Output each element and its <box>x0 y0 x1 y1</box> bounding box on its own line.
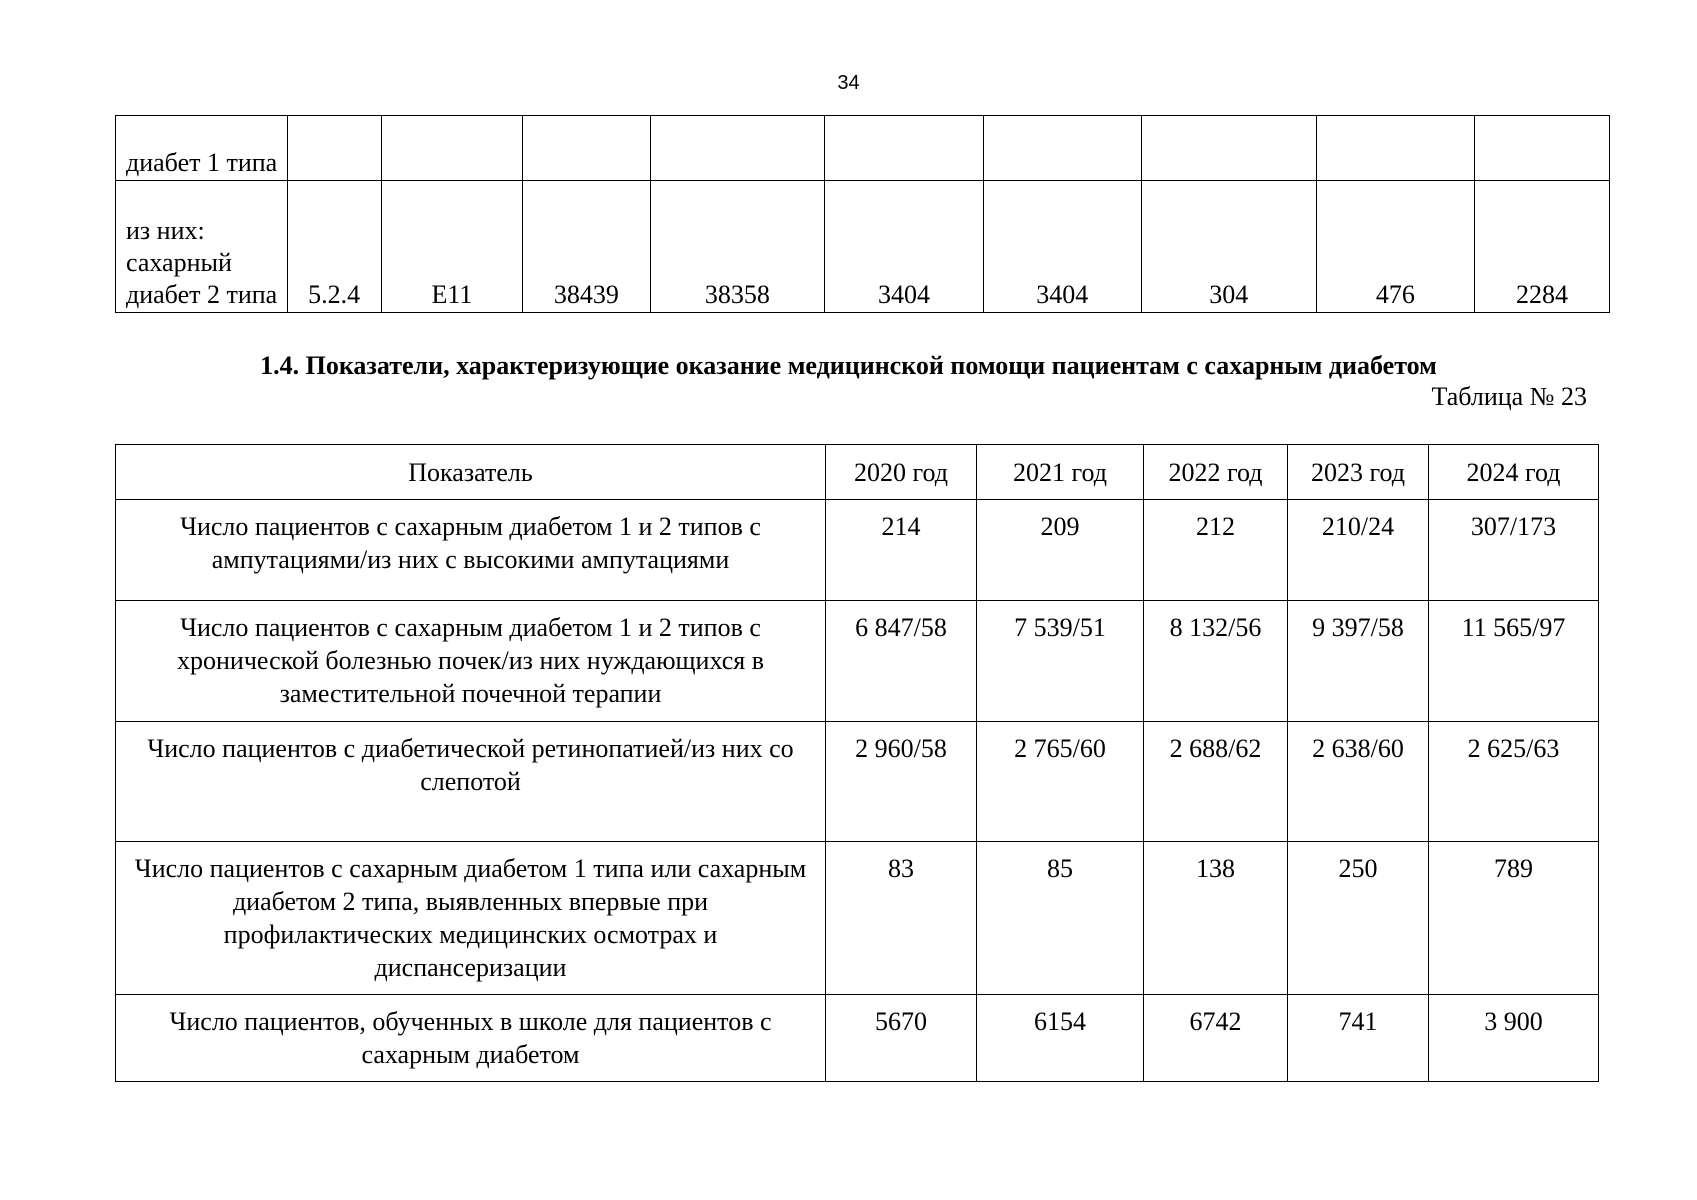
table-cell: 2 688/62 <box>1144 722 1288 842</box>
table-cell: 214 <box>826 500 977 601</box>
table-cell: 6 847/58 <box>826 601 977 722</box>
table-cell: 741 <box>1288 995 1429 1082</box>
table-cell: 3404 <box>983 181 1141 313</box>
indicator-name: Число пациентов с сахарным диабетом 1 и 2 типов с хронической болезнью почек/из них нуждающихся в заместительной почечной терапии <box>116 601 826 722</box>
table-cell: 250 <box>1288 842 1429 995</box>
table-cell: 6742 <box>1144 995 1288 1082</box>
column-header: Показатель <box>116 445 826 500</box>
table-cell: 2 625/63 <box>1429 722 1599 842</box>
table-row <box>116 500 1599 601</box>
table-cell: 6154 <box>977 995 1144 1082</box>
table-cell: 7 539/51 <box>977 601 1144 722</box>
table-cell: 307/173 <box>1429 500 1599 601</box>
table-cell: 3404 <box>825 181 983 313</box>
table-cell: 789 <box>1429 842 1599 995</box>
table-cell: 9 397/58 <box>1288 601 1429 722</box>
table-cell <box>650 116 825 181</box>
table-cell: 138 <box>1144 842 1288 995</box>
table-row <box>116 995 1599 1082</box>
table-cell: E11 <box>381 181 523 313</box>
table-cell <box>1141 116 1316 181</box>
column-header: 2024 год <box>1429 445 1599 500</box>
column-header: 2021 год <box>977 445 1144 500</box>
table-cell <box>983 116 1141 181</box>
section-heading: 1.4. Показатели, характеризующие оказание медицинской помощи пациентам с сахарным диабетом <box>260 351 1437 380</box>
indicator-name: Число пациентов, обученных в школе для пациентов с сахарным диабетом <box>116 995 826 1082</box>
table-cell: 2284 <box>1474 181 1609 313</box>
indicator-name: Число пациентов с сахарным диабетом 1 типа или сахарным диабетом 2 типа, выявленных впервые при профилактических медицинских осмотрах и диспансеризации <box>116 842 826 995</box>
table-cell: 304 <box>1141 181 1316 313</box>
table-header-row <box>116 445 1599 500</box>
table-cell <box>287 116 381 181</box>
table-caption: Таблица № 23 <box>1431 382 1587 411</box>
table-row <box>116 722 1599 842</box>
row-label: диабет 1 типа <box>116 116 288 181</box>
table-cell <box>1474 116 1609 181</box>
table-cell: 8 132/56 <box>1144 601 1288 722</box>
table-cell: 38439 <box>523 181 650 313</box>
table-cell: 3 900 <box>1429 995 1599 1082</box>
table-cell: 2 638/60 <box>1288 722 1429 842</box>
table-row <box>116 601 1599 722</box>
indicator-name: Число пациентов с диабетической ретинопатией/из них со слепотой <box>116 722 826 842</box>
table-cell: 2 765/60 <box>977 722 1144 842</box>
column-header: 2022 год <box>1144 445 1288 500</box>
table-row <box>116 181 1610 313</box>
table-cell <box>381 116 523 181</box>
table-cell: 83 <box>826 842 977 995</box>
table-cell: 5670 <box>826 995 977 1082</box>
continuation-table <box>115 115 1610 313</box>
table-cell: 85 <box>977 842 1144 995</box>
table-cell: 2 960/58 <box>826 722 977 842</box>
table-cell <box>523 116 650 181</box>
column-header: 2023 год <box>1288 445 1429 500</box>
table-cell: 38358 <box>650 181 825 313</box>
table-cell: 5.2.4 <box>287 181 381 313</box>
page-number: 34 <box>837 72 860 94</box>
table-cell: 212 <box>1144 500 1288 601</box>
table-cell: 11 565/97 <box>1429 601 1599 722</box>
table-cell: 210/24 <box>1288 500 1429 601</box>
table-cell <box>1316 116 1474 181</box>
table-cell: 209 <box>977 500 1144 601</box>
row-label: из них: сахарный диабет 2 типа <box>116 181 288 313</box>
column-header: 2020 год <box>826 445 977 500</box>
indicators-table <box>115 444 1599 1082</box>
table-row <box>116 842 1599 995</box>
table-cell: 476 <box>1316 181 1474 313</box>
table-cell <box>825 116 983 181</box>
indicator-name: Число пациентов с сахарным диабетом 1 и 2 типов с ампутациями/из них с высокими ампутациями <box>116 500 826 601</box>
table-row <box>116 116 1610 181</box>
